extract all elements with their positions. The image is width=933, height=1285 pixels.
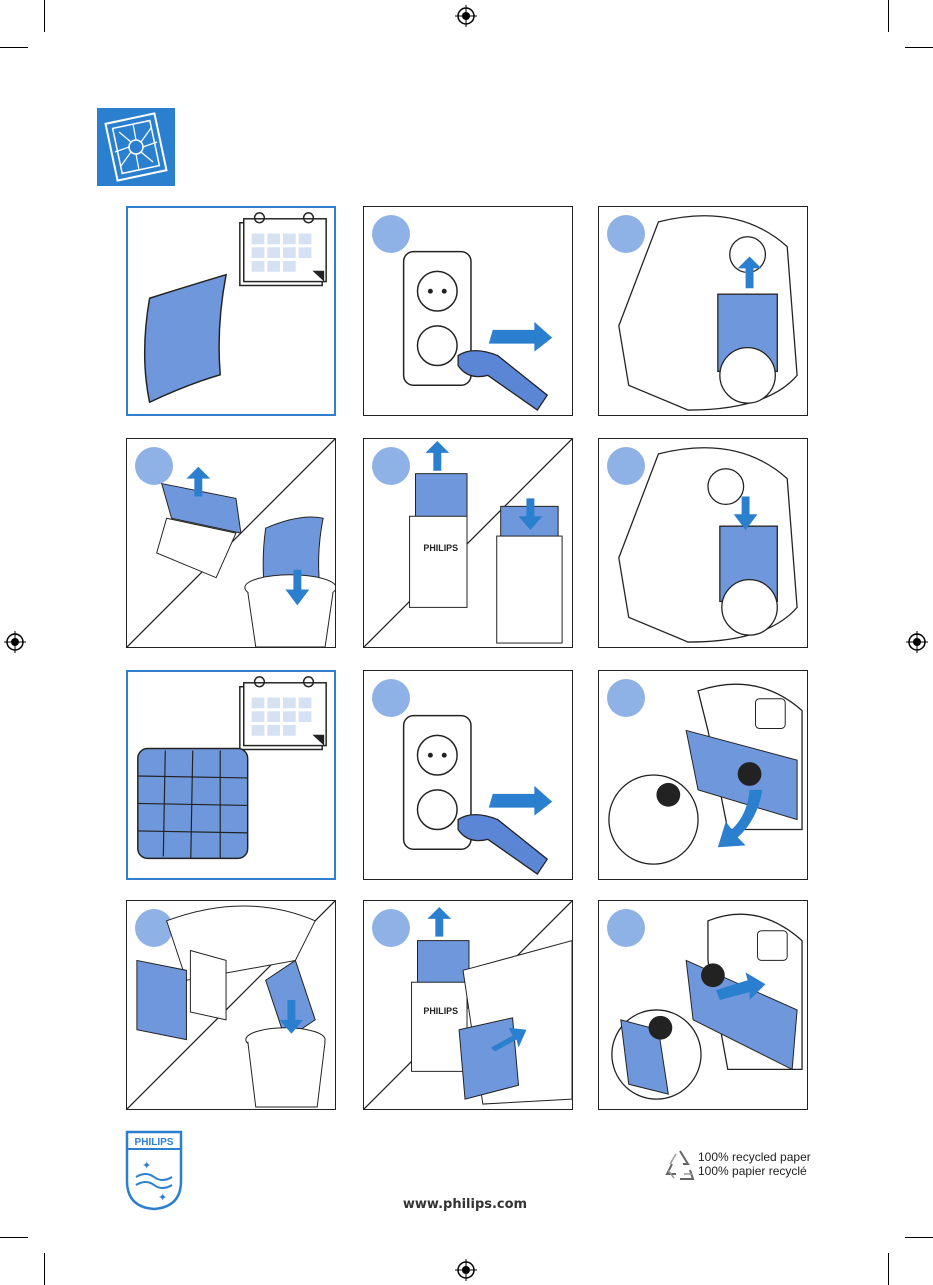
panel-step-open-grille [598, 670, 808, 880]
calendar-icon [240, 677, 326, 750]
panel-step-unplug [363, 206, 573, 416]
panel-step-insert-new-filter [363, 438, 573, 648]
website-url: www.philips.com [402, 1197, 528, 1212]
trash-bin-icon [246, 1028, 325, 1107]
filter-icon [97, 108, 175, 186]
panel-step-remove-filter [598, 206, 808, 416]
panel-step-unplug-2 [363, 670, 573, 880]
crop-mark [0, 1237, 28, 1238]
crop-mark [44, 1253, 45, 1285]
recycled-paper-text: 100% recycled paper [698, 1150, 811, 1164]
recycle-icon [662, 1148, 698, 1182]
crop-mark [905, 1237, 933, 1238]
crop-mark [888, 1253, 889, 1285]
crop-mark [888, 0, 889, 32]
registration-mark-icon [455, 1259, 477, 1281]
panel-step-insert-hepa [363, 900, 573, 1110]
registration-mark-icon [4, 631, 26, 653]
trash-bin-icon [245, 575, 335, 647]
crop-mark [0, 47, 28, 48]
svg-text:✦: ✦ [142, 1159, 152, 1172]
panel-step-replace-filter [598, 438, 808, 648]
svg-text:✦: ✦ [158, 1191, 168, 1204]
logo-text: PHILIPS [134, 1137, 174, 1148]
panel-step-discard-hepa [126, 900, 336, 1110]
recycled-paper-text-fr: 100% papier recyclé [698, 1164, 807, 1178]
panel-hepa-interval [126, 670, 336, 880]
philips-logo [124, 1129, 184, 1211]
panel-step-discard-filter [126, 438, 336, 648]
packaging-brand-text: PHILIPS [423, 542, 459, 553]
panel-filter-interval [126, 206, 336, 416]
panel-step-close-grille [598, 900, 808, 1110]
registration-mark-icon [455, 5, 477, 27]
packaging-brand-text: PHILIPS [423, 1005, 459, 1016]
crop-mark [44, 0, 45, 32]
registration-mark-icon [906, 631, 928, 653]
crop-mark [905, 47, 933, 48]
calendar-icon [240, 213, 326, 286]
